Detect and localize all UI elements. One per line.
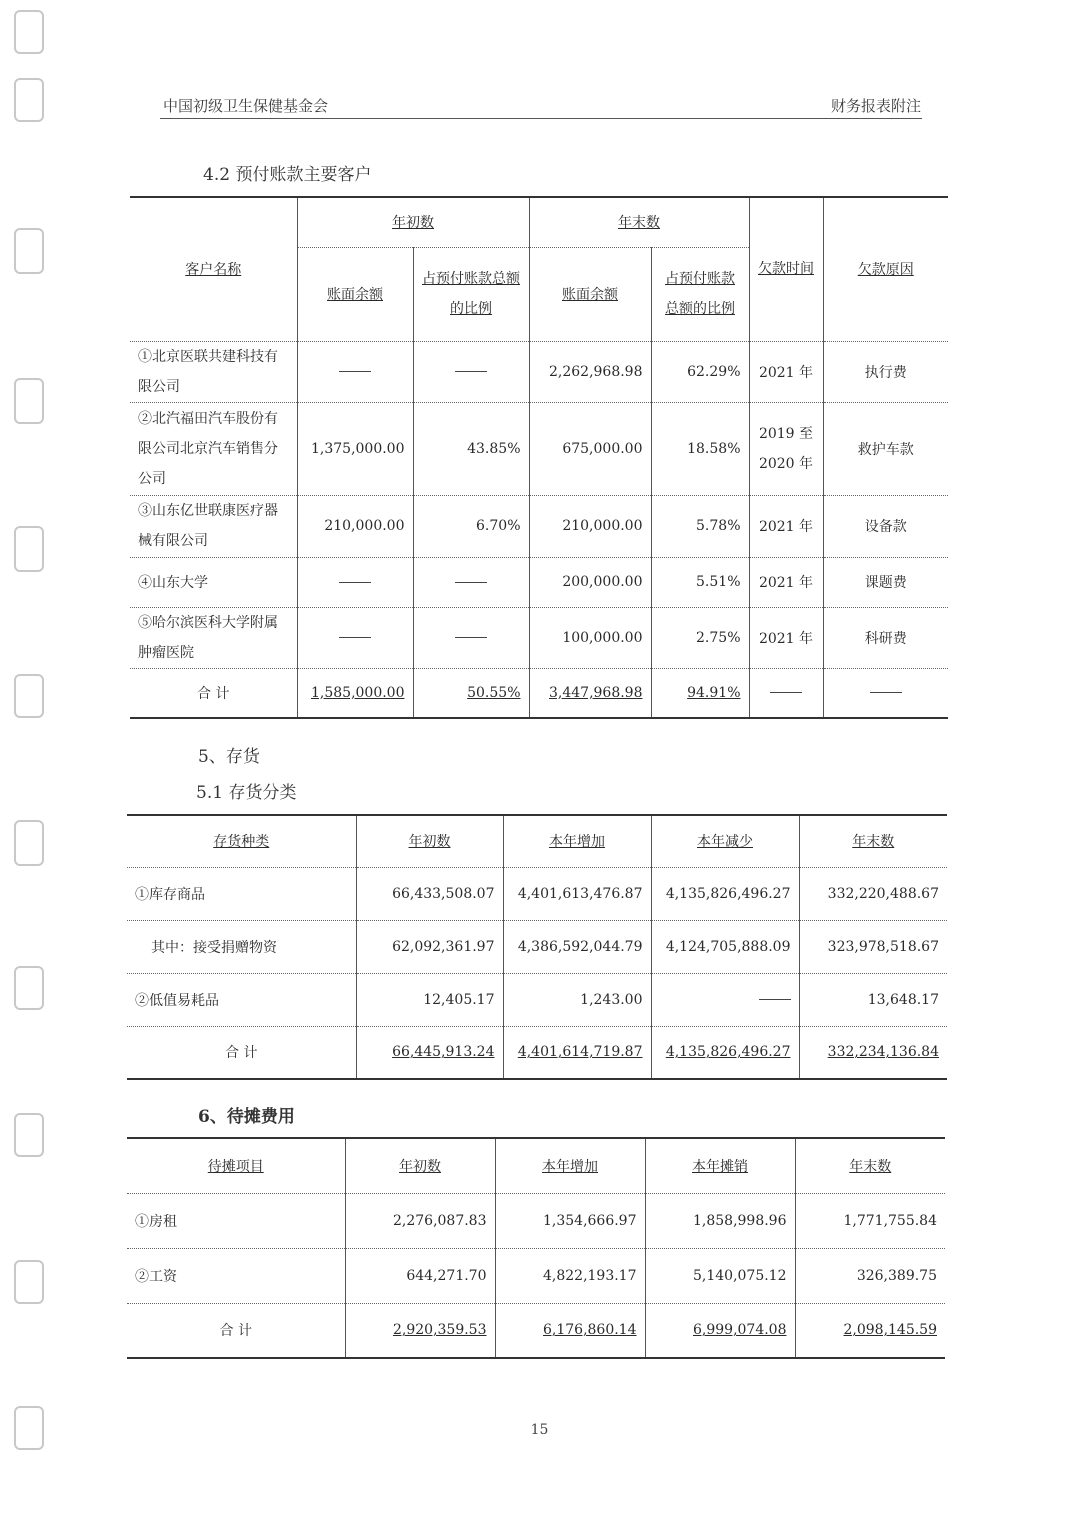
end-ratio: 62.29%	[651, 341, 749, 402]
total-label: 合 计	[127, 1026, 356, 1079]
customer-name: ②北汽福田汽车股份有限公司北京汽车销售分公司	[130, 402, 297, 495]
section-5-title: 5、存货	[198, 747, 260, 767]
col-header-type: 存货种类	[127, 815, 356, 867]
binding-mark	[14, 526, 44, 572]
col-header-begin: 年初数	[345, 1138, 495, 1193]
col-header-end: 年末数	[529, 197, 749, 247]
begin-balance-dash	[297, 607, 413, 668]
total-row	[127, 1303, 945, 1358]
amort-value: 5,140,075.12	[645, 1248, 795, 1303]
begin-ratio-dash	[413, 341, 529, 402]
table-row	[127, 867, 947, 920]
col-header-item: 待摊项目	[127, 1138, 345, 1193]
end-ratio: 18.58%	[651, 402, 749, 495]
total-end-balance: 3,447,968.98	[529, 668, 651, 718]
col-header-amort: 本年摊销	[645, 1138, 795, 1193]
customer-name: ⑤哈尔滨医科大学附属肿瘤医院	[130, 607, 297, 668]
item-name: ①库存商品	[127, 867, 356, 920]
col-header-begin: 年初数	[356, 815, 503, 867]
section-6-title: 6、待摊费用	[198, 1107, 295, 1127]
period: 2021 年	[749, 557, 823, 607]
period: 2021 年	[749, 341, 823, 402]
col-header-reduce: 本年减少	[651, 815, 799, 867]
total-end: 332,234,136.84	[799, 1026, 947, 1079]
end-value: 13,648.17	[799, 973, 947, 1026]
end-value: 332,220,488.67	[799, 867, 947, 920]
begin-balance: 1,375,000.00	[297, 402, 413, 495]
total-end: 2,098,145.59	[795, 1303, 945, 1358]
col-header-end-balance: 账面余额	[529, 247, 651, 341]
prepaid-expenses-table	[127, 1137, 945, 1359]
reason: 课题费	[823, 557, 948, 607]
add-value: 4,822,193.17	[495, 1248, 645, 1303]
begin-ratio-dash	[413, 557, 529, 607]
header-org-name: 中国初级卫生保健基金会	[163, 97, 329, 115]
begin-value: 66,433,508.07	[356, 867, 503, 920]
col-header-add: 本年增加	[503, 815, 651, 867]
amort-value: 1,858,998.96	[645, 1193, 795, 1248]
reason: 科研费	[823, 607, 948, 668]
total-begin: 66,445,913.24	[356, 1026, 503, 1079]
col-header-customer: 客户名称	[130, 197, 297, 341]
total-row	[130, 668, 948, 718]
begin-ratio: 43.85%	[413, 402, 529, 495]
table-row	[130, 495, 948, 557]
end-value: 323,978,518.67	[799, 920, 947, 973]
table-row	[130, 557, 948, 607]
begin-ratio-dash	[413, 607, 529, 668]
table-row	[127, 920, 947, 973]
end-ratio: 2.75%	[651, 607, 749, 668]
end-balance: 200,000.00	[529, 557, 651, 607]
customer-name: ④山东大学	[130, 557, 297, 607]
total-begin-balance: 1,585,000.00	[297, 668, 413, 718]
add-value: 4,401,613,476.87	[503, 867, 651, 920]
begin-value: 644,271.70	[345, 1248, 495, 1303]
table-row	[130, 402, 948, 495]
period: 2019 至 2020 年	[749, 402, 823, 495]
total-label: 合 计	[130, 668, 297, 718]
end-value: 326,389.75	[795, 1248, 945, 1303]
col-header-period: 欠款时间	[749, 197, 823, 341]
customer-name: ③山东亿世联康医疗器械有限公司	[130, 495, 297, 557]
section-4-2-title: 4.2 预付账款主要客户	[203, 165, 372, 185]
inventory-table	[127, 814, 947, 1080]
end-ratio: 5.78%	[651, 495, 749, 557]
end-value: 1,771,755.84	[795, 1193, 945, 1248]
add-value: 1,243.00	[503, 973, 651, 1026]
total-add: 4,401,614,719.87	[503, 1026, 651, 1079]
binding-mark	[14, 966, 44, 1010]
section-5-1-title: 5.1 存货分类	[196, 783, 297, 803]
prepaid-customers-table	[130, 196, 948, 719]
col-header-add: 本年增加	[495, 1138, 645, 1193]
table-row	[127, 1193, 945, 1248]
end-balance: 2,262,968.98	[529, 341, 651, 402]
col-header-begin-ratio: 占预付账款总额的比例	[413, 247, 529, 341]
binding-mark	[14, 10, 44, 54]
add-value: 4,386,592,044.79	[503, 920, 651, 973]
col-header-begin-balance: 账面余额	[297, 247, 413, 341]
reason: 救护车款	[823, 402, 948, 495]
header-rule	[160, 118, 922, 119]
binding-mark	[14, 1113, 44, 1157]
total-add: 6,176,860.14	[495, 1303, 645, 1358]
total-begin: 2,920,359.53	[345, 1303, 495, 1358]
begin-balance: 210,000.00	[297, 495, 413, 557]
customer-name: ①北京医联共建科技有限公司	[130, 341, 297, 402]
end-ratio: 5.51%	[651, 557, 749, 607]
binding-mark	[14, 1260, 44, 1304]
binding-mark	[14, 820, 44, 866]
total-begin-ratio: 50.55%	[413, 668, 529, 718]
col-header-reason: 欠款原因	[823, 197, 948, 341]
table-row	[130, 341, 948, 402]
reason: 设备款	[823, 495, 948, 557]
binding-mark	[14, 674, 44, 718]
reduce-value: 4,124,705,888.09	[651, 920, 799, 973]
begin-value: 2,276,087.83	[345, 1193, 495, 1248]
period: 2021 年	[749, 607, 823, 668]
begin-balance-dash	[297, 341, 413, 402]
begin-balance-dash	[297, 557, 413, 607]
total-amort: 6,999,074.08	[645, 1303, 795, 1358]
begin-ratio: 6.70%	[413, 495, 529, 557]
binding-mark	[14, 378, 44, 424]
reduce-value: 4,135,826,496.27	[651, 867, 799, 920]
total-reason-dash	[823, 668, 948, 718]
item-name: 其中：接受捐赠物资	[127, 920, 356, 973]
reduce-dash	[651, 973, 799, 1026]
col-header-end-ratio: 占预付账款总额的比例	[651, 247, 749, 341]
end-balance: 210,000.00	[529, 495, 651, 557]
total-row	[127, 1026, 947, 1079]
col-header-end: 年末数	[795, 1138, 945, 1193]
col-header-end: 年末数	[799, 815, 947, 867]
begin-value: 12,405.17	[356, 973, 503, 1026]
item-name: ②工资	[127, 1248, 345, 1303]
item-name: ①房租	[127, 1193, 345, 1248]
add-value: 1,354,666.97	[495, 1193, 645, 1248]
col-header-begin: 年初数	[297, 197, 529, 247]
item-name: ②低值易耗品	[127, 973, 356, 1026]
binding-mark	[14, 228, 44, 274]
table-row	[127, 1248, 945, 1303]
table-row	[130, 607, 948, 668]
total-period-dash	[749, 668, 823, 718]
total-end-ratio: 94.91%	[651, 668, 749, 718]
header-doc-title: 财务报表附注	[830, 97, 921, 115]
begin-value: 62,092,361.97	[356, 920, 503, 973]
end-balance: 675,000.00	[529, 402, 651, 495]
period: 2021 年	[749, 495, 823, 557]
total-reduce: 4,135,826,496.27	[651, 1026, 799, 1079]
total-label: 合 计	[127, 1303, 345, 1358]
reason: 执行费	[823, 341, 948, 402]
page-number: 15	[530, 1422, 549, 1438]
end-balance: 100,000.00	[529, 607, 651, 668]
binding-mark	[14, 78, 44, 122]
table-row	[127, 973, 947, 1026]
